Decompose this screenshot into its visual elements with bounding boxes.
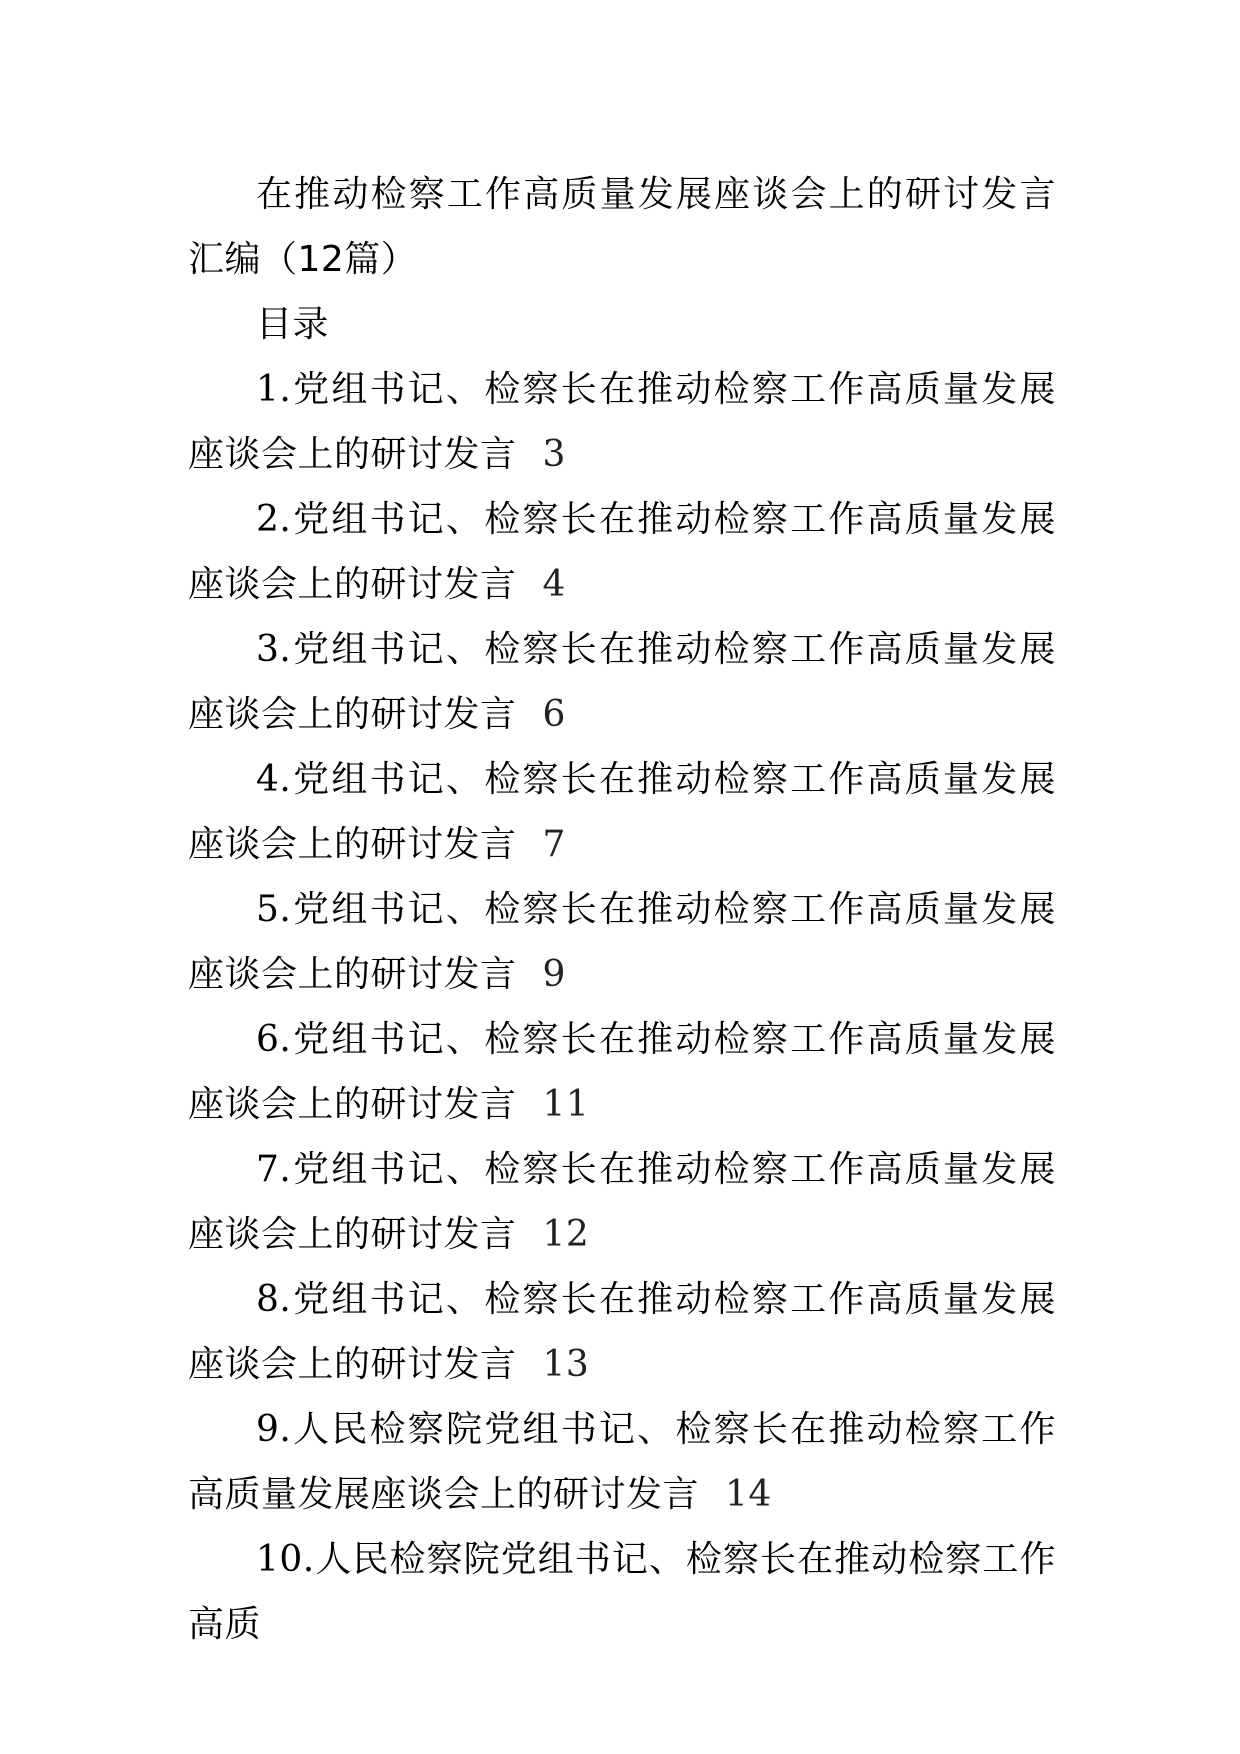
- toc-entry-page: 6: [542, 694, 566, 735]
- toc-entry-text: 党组书记、检察长在推动检察工作高质量发展座谈会上的研讨发言: [188, 889, 1056, 995]
- document-title: 在推动检察工作高质量发展座谈会上的研讨发言汇编（12篇）: [188, 174, 1056, 280]
- toc-entry-page: 7: [542, 824, 566, 865]
- toc-entry-text: 人民检察院党组书记、检察长在推动检察工作高质: [188, 1539, 1056, 1645]
- toc-entry-text: 人民检察院党组书记、检察长在推动检察工作高质量发展座谈会上的研讨发言: [188, 1409, 1056, 1515]
- toc-entry-page: 13: [542, 1344, 590, 1385]
- toc-entry-text: 党组书记、检察长在推动检察工作高质量发展座谈会上的研讨发言: [188, 1149, 1056, 1255]
- toc-entry[interactable]: [188, 487, 1056, 617]
- toc-entry-page: 3: [542, 434, 566, 475]
- toc-entry-number: 4.: [256, 759, 292, 800]
- toc-entry[interactable]: [188, 357, 1056, 487]
- toc-entry-number: 1.: [256, 369, 292, 410]
- toc-entry-page: 4: [542, 564, 566, 605]
- toc-entry-number: 3.: [256, 629, 292, 670]
- toc-entry-number: 10.: [256, 1539, 315, 1580]
- toc-entry[interactable]: [188, 1007, 1056, 1137]
- toc-entry[interactable]: [188, 617, 1056, 747]
- toc-entry-number: 6.: [256, 1019, 292, 1060]
- toc-entry-page: 11: [542, 1084, 590, 1125]
- toc-entry-text: 党组书记、检察长在推动检察工作高质量发展座谈会上的研讨发言: [188, 1279, 1056, 1385]
- toc-entry-page: 14: [725, 1474, 772, 1515]
- toc-entry-text: 党组书记、检察长在推动检察工作高质量发展座谈会上的研讨发言: [188, 759, 1056, 865]
- toc-entry-number: 7.: [256, 1149, 292, 1190]
- toc-entry[interactable]: [188, 1397, 1056, 1527]
- toc-entry-number: 9.: [256, 1409, 292, 1450]
- toc-entry-text: 党组书记、检察长在推动检察工作高质量发展座谈会上的研讨发言: [188, 1019, 1056, 1125]
- toc-entry[interactable]: [188, 877, 1056, 1007]
- toc-entry-page: 9: [542, 954, 566, 995]
- toc-entry[interactable]: [188, 1267, 1056, 1397]
- toc-entry-number: 8.: [256, 1279, 292, 1320]
- toc-entry[interactable]: [188, 1137, 1056, 1267]
- toc-entry-number: 2.: [256, 499, 292, 540]
- toc-entry-text: 党组书记、检察长在推动检察工作高质量发展座谈会上的研讨发言: [188, 499, 1056, 605]
- toc-entry[interactable]: [188, 747, 1056, 877]
- toc-heading: 目录: [256, 304, 330, 345]
- toc-entry-text: 党组书记、检察长在推动检察工作高质量发展座谈会上的研讨发言: [188, 369, 1056, 475]
- toc-entry[interactable]: [188, 1527, 1056, 1657]
- toc-entry-page: 12: [542, 1214, 590, 1255]
- toc-entry-number: 5.: [256, 889, 292, 930]
- toc-entry-text: 党组书记、检察长在推动检察工作高质量发展座谈会上的研讨发言: [188, 629, 1056, 735]
